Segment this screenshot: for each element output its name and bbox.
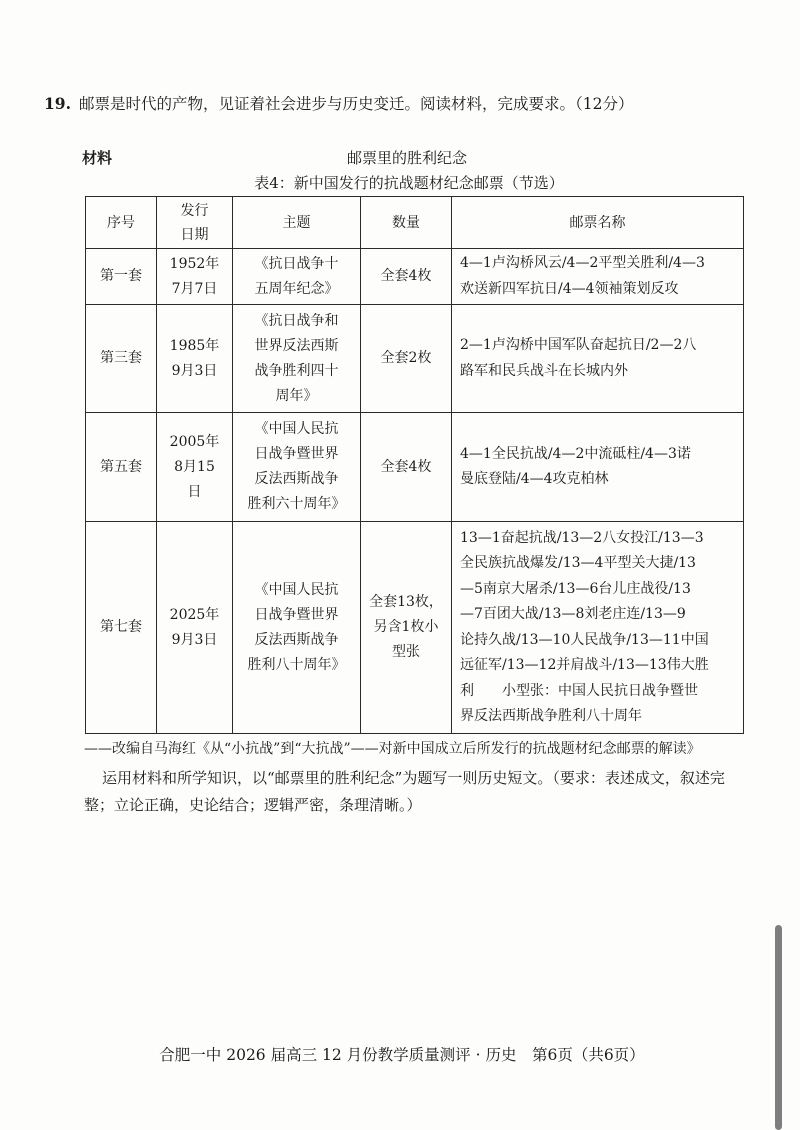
row-theme [233, 305, 361, 413]
row-theme-line: 《抗日战争和 [254, 312, 339, 329]
row-names-line: 曼底登陆/4—4攻克柏林 [460, 471, 609, 487]
row-qty-line: 全套4枚 [380, 268, 432, 284]
row-date [157, 413, 233, 522]
row-theme-line: 战争胜利四十 [254, 362, 339, 379]
scrollbar-thumb[interactable] [775, 925, 782, 1130]
row-date-line: 9月3日 [171, 631, 218, 648]
row-date-line: 2025年 [169, 606, 220, 623]
row-theme-line: 周年》 [275, 387, 318, 404]
row-qty-line: 型张 [392, 644, 420, 660]
question-text: 邮票是时代的产物，见证着社会进步与历史变迁。阅读材料，完成要求。（12分） [78, 95, 634, 113]
row-qty [361, 522, 452, 734]
row-date [157, 249, 233, 305]
row-theme [233, 249, 361, 305]
row-theme-line: 胜利八十周年》 [247, 656, 346, 673]
row-date-line: 日 [187, 483, 202, 500]
row-names-line: 远征军/13—12并肩战斗/13—13伟大胜 [460, 657, 709, 673]
question-number: 19. [44, 94, 71, 113]
page-footer: 合肥一中 2026 届高三 12 月份教学质量测评 · 历史 第6页（共6页） [159, 1046, 645, 1064]
row-names-line: 13—1奋起抗战/13—2八女投江/13—3 [460, 529, 704, 546]
row-names-line: 4—1全民抗战/4—2中流砥柱/4—3诺 [460, 445, 691, 462]
row-date-line: 7月7日 [171, 280, 218, 297]
task-instructions: 运用材料和所学知识，以“邮票里的胜利纪念”为题写一则历史短文。（要求：表述成文，叙述完整；立论正确，史论结合；逻辑严密，条理清晰。） [84, 769, 725, 814]
header-names: 邮票名称 [452, 197, 744, 249]
table-row [86, 413, 744, 522]
row-qty [361, 305, 452, 413]
header-date [157, 197, 233, 249]
row-qty [361, 249, 452, 305]
row-seq: 第一套 [86, 249, 157, 305]
table-body [86, 249, 744, 734]
row-seq: 第三套 [86, 305, 157, 413]
row-names-line: —5南京大屠杀/13—6台儿庄战役/13 [460, 580, 691, 597]
material-title [0, 147, 800, 168]
row-theme-line: 世界反法西斯 [254, 337, 339, 354]
row-theme-line: 反法西斯战争 [254, 471, 339, 487]
row-names-line: —7百团大战/13—8刘老庄连/13—9 [460, 606, 686, 622]
material-title-text: 邮票里的胜利纪念 [346, 149, 467, 167]
row-theme-line: 《中国人民抗 [254, 581, 339, 598]
row-date-line: 1985年 [169, 337, 220, 354]
row-names [452, 413, 744, 522]
table-row [86, 249, 744, 305]
row-theme [233, 522, 361, 734]
stamps-table [85, 196, 744, 734]
row-theme-line: 日战争暨世界 [254, 606, 339, 623]
row-names-line: 路军和民兵战斗在长城内外 [460, 362, 628, 379]
row-theme-line: 《中国人民抗 [254, 421, 339, 437]
row-names-line: 全民族抗战爆发/13—4平型关大捷/13 [460, 555, 696, 571]
row-qty-line: 另含1枚小 [373, 619, 439, 635]
row-names-line: 界反法西斯战争胜利八十周年 [460, 708, 642, 724]
row-date-line: 8月15 [174, 458, 215, 475]
row-names-line: 欢送新四军抗日/4—4领袖策划反攻 [460, 280, 679, 297]
header-theme: 主题 [233, 197, 361, 249]
row-names [452, 305, 744, 413]
row-names-line: 论持久战/13—10人民战争/13—11中国 [460, 631, 709, 648]
row-qty-line: 全套2枚 [380, 350, 432, 366]
header-seq: 序号 [86, 197, 157, 249]
row-theme-line: 反法西斯战争 [254, 631, 339, 648]
question-19 [44, 92, 633, 114]
row-date-line: 2005年 [169, 433, 220, 450]
row-theme-line: 五周年纪念》 [254, 280, 339, 297]
row-seq: 第五套 [86, 413, 157, 522]
row-names [452, 249, 744, 305]
row-names-line: 2—1卢沟桥中国军队奋起抗日/2—2八 [460, 337, 697, 353]
table-caption: 表4：新中国发行的抗战题材纪念邮票（节选） [254, 174, 564, 192]
row-names [452, 522, 744, 734]
source-citation: ——改编自马海红《从“小抗战”到“大抗战”——对新中国成立后所发行的抗战题材纪念邮票的解读》 [84, 741, 701, 757]
row-theme-line: 日战争暨世界 [254, 446, 339, 462]
row-qty-line: 全套4枚 [380, 458, 432, 475]
row-date-line: 1952年 [169, 255, 220, 272]
row-theme [233, 413, 361, 522]
header-date-text: 发行日期 [180, 202, 209, 243]
row-theme-line: 胜利六十周年》 [247, 496, 346, 512]
row-names-line: 4—1卢沟桥风云/4—2平型关胜利/4—3 [460, 255, 705, 271]
table-header-row [86, 197, 744, 249]
row-qty-line: 全套13枚， [369, 594, 443, 610]
table-row [86, 305, 744, 413]
row-date-line: 9月3日 [171, 362, 218, 379]
row-theme-line: 《抗日战争十 [254, 255, 339, 272]
row-qty [361, 413, 452, 522]
row-date [157, 305, 233, 413]
row-seq: 第七套 [86, 522, 157, 734]
header-qty: 数量 [361, 197, 452, 249]
row-date [157, 522, 233, 734]
row-names-line: 利 小型张：中国人民抗日战争暨世 [460, 682, 698, 699]
table-row [86, 522, 744, 734]
material-label: 材料 [82, 149, 113, 167]
